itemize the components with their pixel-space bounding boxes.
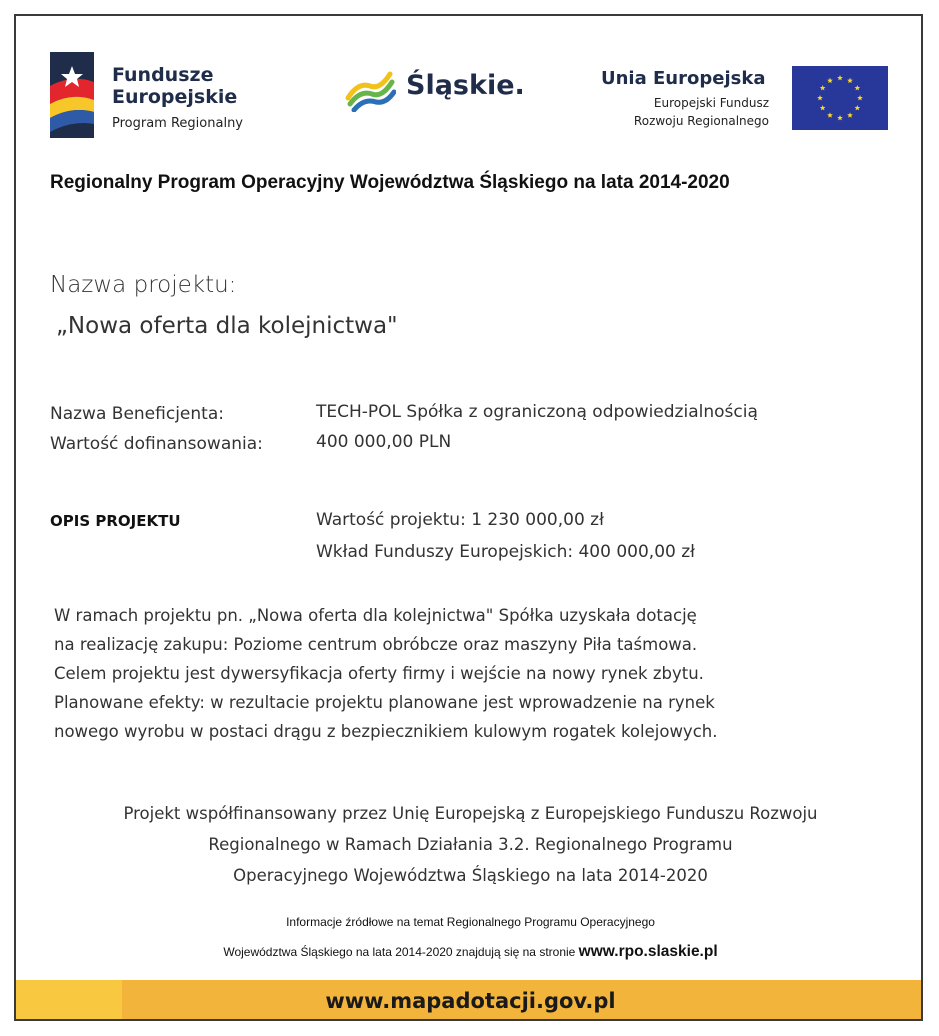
cofinancing-statement: [16, 798, 923, 891]
funding-value: 400 000,00 PLN: [316, 432, 452, 452]
project-description: [54, 601, 717, 746]
slaskie-wave-mark-icon: [344, 68, 396, 112]
description-line: Planowane efekty: w rezultacie projektu planowane jest wprowadzenie na rynek: [54, 693, 715, 712]
cofinancing-line: Operacyjnego Województwa Śląskiego na lata 2014-2020: [233, 866, 708, 885]
fundusze-title: [112, 64, 237, 108]
info-line2-text: Województwa Śląskiego na lata 2014-2020 znajdują się na stronie: [223, 945, 579, 959]
description-line: na realizację zakupu: Poziome centrum obróbcze oraz maszyny Piła taśmowa.: [54, 635, 698, 654]
program-title: Regionalny Program Operacyjny Województwa Śląskiego na lata 2014-2020: [50, 172, 730, 193]
description-line: Celem projektu jest dywersyfikacja oferty firmy i wejście na nowy rynek zbytu.: [54, 664, 704, 683]
project-name: „Nowa oferta dla kolejnictwa": [56, 313, 398, 339]
ue-title: Unia Europejska: [601, 68, 766, 89]
project-label: Nazwa projektu:: [50, 272, 237, 298]
eu-contribution-value: Wkład Funduszy Europejskich: 400 000,00 zł: [316, 542, 695, 562]
beneficiary-label: Nazwa Beneficjenta:: [50, 404, 224, 424]
fundusze-europejskie-star-mark-icon: [50, 52, 94, 138]
opis-heading: OPIS PROJEKTU: [50, 512, 181, 530]
description-line: W ramach projektu pn. „Nowa oferta dla kolejnictwa" Spółka uzyskała dotację: [54, 606, 697, 625]
eu-flag-icon: [792, 66, 888, 130]
slaskie-name: Śląskie.: [406, 70, 525, 101]
project-value: Wartość projektu: 1 230 000,00 zł: [316, 510, 604, 530]
poster-frame: [14, 14, 923, 1021]
beneficiary-value: TECH-POL Spółka z ograniczoną odpowiedzialnością: [316, 402, 758, 422]
fundusze-subtitle: Program Regionalny: [112, 116, 243, 131]
fundusze-title-line1: Fundusze: [112, 64, 214, 86]
footer-bar: [16, 980, 923, 1021]
ue-subtitle-line1: Europejski Fundusz: [653, 96, 769, 110]
cofinancing-line: Projekt współfinansowany przez Unię Europejską z Europejskiego Funduszu Rozwoju: [123, 804, 818, 823]
funding-label: Wartość dofinansowania:: [50, 434, 263, 454]
mapadotacji-link[interactable]: www.mapadotacji.gov.pl: [325, 989, 616, 1013]
info-line2: [16, 937, 923, 967]
fundusze-title-line2: Europejskie: [112, 86, 238, 108]
cofinancing-line: Regionalnego w Ramach Działania 3.2. Regionalnego Programu: [208, 835, 733, 854]
description-line: nowego wyrobu w postaci drągu z bezpiecznikiem kulowym rogatek kolejowych.: [54, 722, 718, 741]
info-line1: Informacje źródłowe na temat Regionalnego Programu Operacyjnego: [286, 915, 655, 929]
rpo-link[interactable]: www.rpo.slaskie.pl: [578, 943, 718, 960]
info-section: [16, 908, 923, 967]
ue-subtitle-line2: Rozwoju Regionalnego: [633, 114, 769, 128]
